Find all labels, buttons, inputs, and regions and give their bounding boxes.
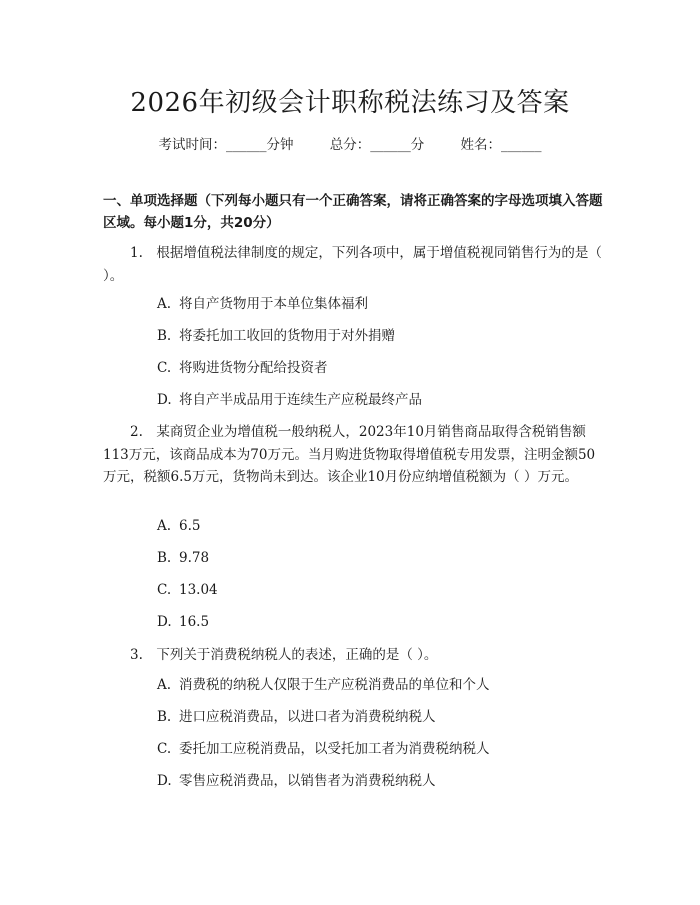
question-2-stem: 2. 某商贸企业为增值税一般纳税人，2023年10月销售商品取得含税销售额113万元，该商品成本为70万元。当月购进货物取得增值税专用发票，注明金额50万元，税额6.5万元，货物尚未到达。该企业10月份应纳增值税额为（ ）万元。 [103, 424, 596, 485]
question-1-option-a [157, 294, 368, 314]
document-title: 2026年初级会计职称税法练习及答案 [130, 88, 570, 118]
option-letter: A. [157, 296, 172, 312]
question-3-stem: 3. 下列关于消费税纳税人的表述，正确的是（ ）。 [130, 647, 438, 663]
option-text: 16.5 [179, 614, 210, 630]
question-1-option-d [157, 390, 422, 410]
question-2-option-d [157, 612, 209, 632]
student-name-field: 姓名：______ [460, 137, 542, 153]
question-3-option-d [157, 771, 436, 791]
option-letter: B. [157, 328, 172, 344]
option-letter: C. [157, 741, 172, 757]
option-text: 13.04 [179, 582, 218, 598]
option-text: 委托加工应税消费品，以受托加工者为消费税纳税人 [179, 741, 490, 757]
option-text: 9.78 [179, 550, 210, 566]
question-1-option-c [157, 358, 328, 378]
section-heading: 一、单项选择题（下列每小题只有一个正确答案，请将正确答案的字母选项填入答题区域。每小题1分，共20分） [103, 193, 603, 231]
question-3-option-a [157, 675, 490, 695]
question-1-stem: 1. 根据增值税法律制度的规定，下列各项中，属于增值税视同销售行为的是（ ）。 [103, 245, 602, 284]
option-letter: A. [157, 677, 172, 693]
option-text: 将购进货物分配给投资者 [179, 360, 328, 376]
option-letter: A. [157, 518, 172, 534]
option-letter: D. [157, 773, 172, 789]
question-2-option-a [157, 516, 200, 536]
option-text: 6.5 [179, 518, 201, 534]
option-text: 将委托加工收回的货物用于对外捐赠 [179, 328, 395, 344]
option-letter: B. [157, 709, 172, 725]
option-text: 将自产货物用于本单位集体福利 [179, 296, 368, 312]
option-text: 将自产半成品用于连续生产应税最终产品 [179, 392, 422, 408]
total-score-field: 总分：______分 [329, 137, 425, 153]
question-3-option-b [157, 707, 436, 727]
option-letter: C. [157, 360, 172, 376]
option-letter: C. [157, 582, 172, 598]
option-letter: B. [157, 550, 172, 566]
exam-info-line [0, 133, 700, 153]
question-2-option-b [157, 548, 209, 568]
exam-time-field: 考试时间：______分钟 [158, 137, 294, 153]
option-text: 零售应税消费品，以销售者为消费税纳税人 [179, 773, 436, 789]
option-letter: D. [157, 614, 172, 630]
option-text: 消费税的纳税人仅限于生产应税消费品的单位和个人 [179, 677, 490, 693]
question-1-option-b [157, 326, 395, 346]
question-3-option-c [157, 739, 490, 759]
option-letter: D. [157, 392, 172, 408]
question-2-option-c [157, 580, 218, 600]
option-text: 进口应税消费品，以进口者为消费税纳税人 [179, 709, 436, 725]
